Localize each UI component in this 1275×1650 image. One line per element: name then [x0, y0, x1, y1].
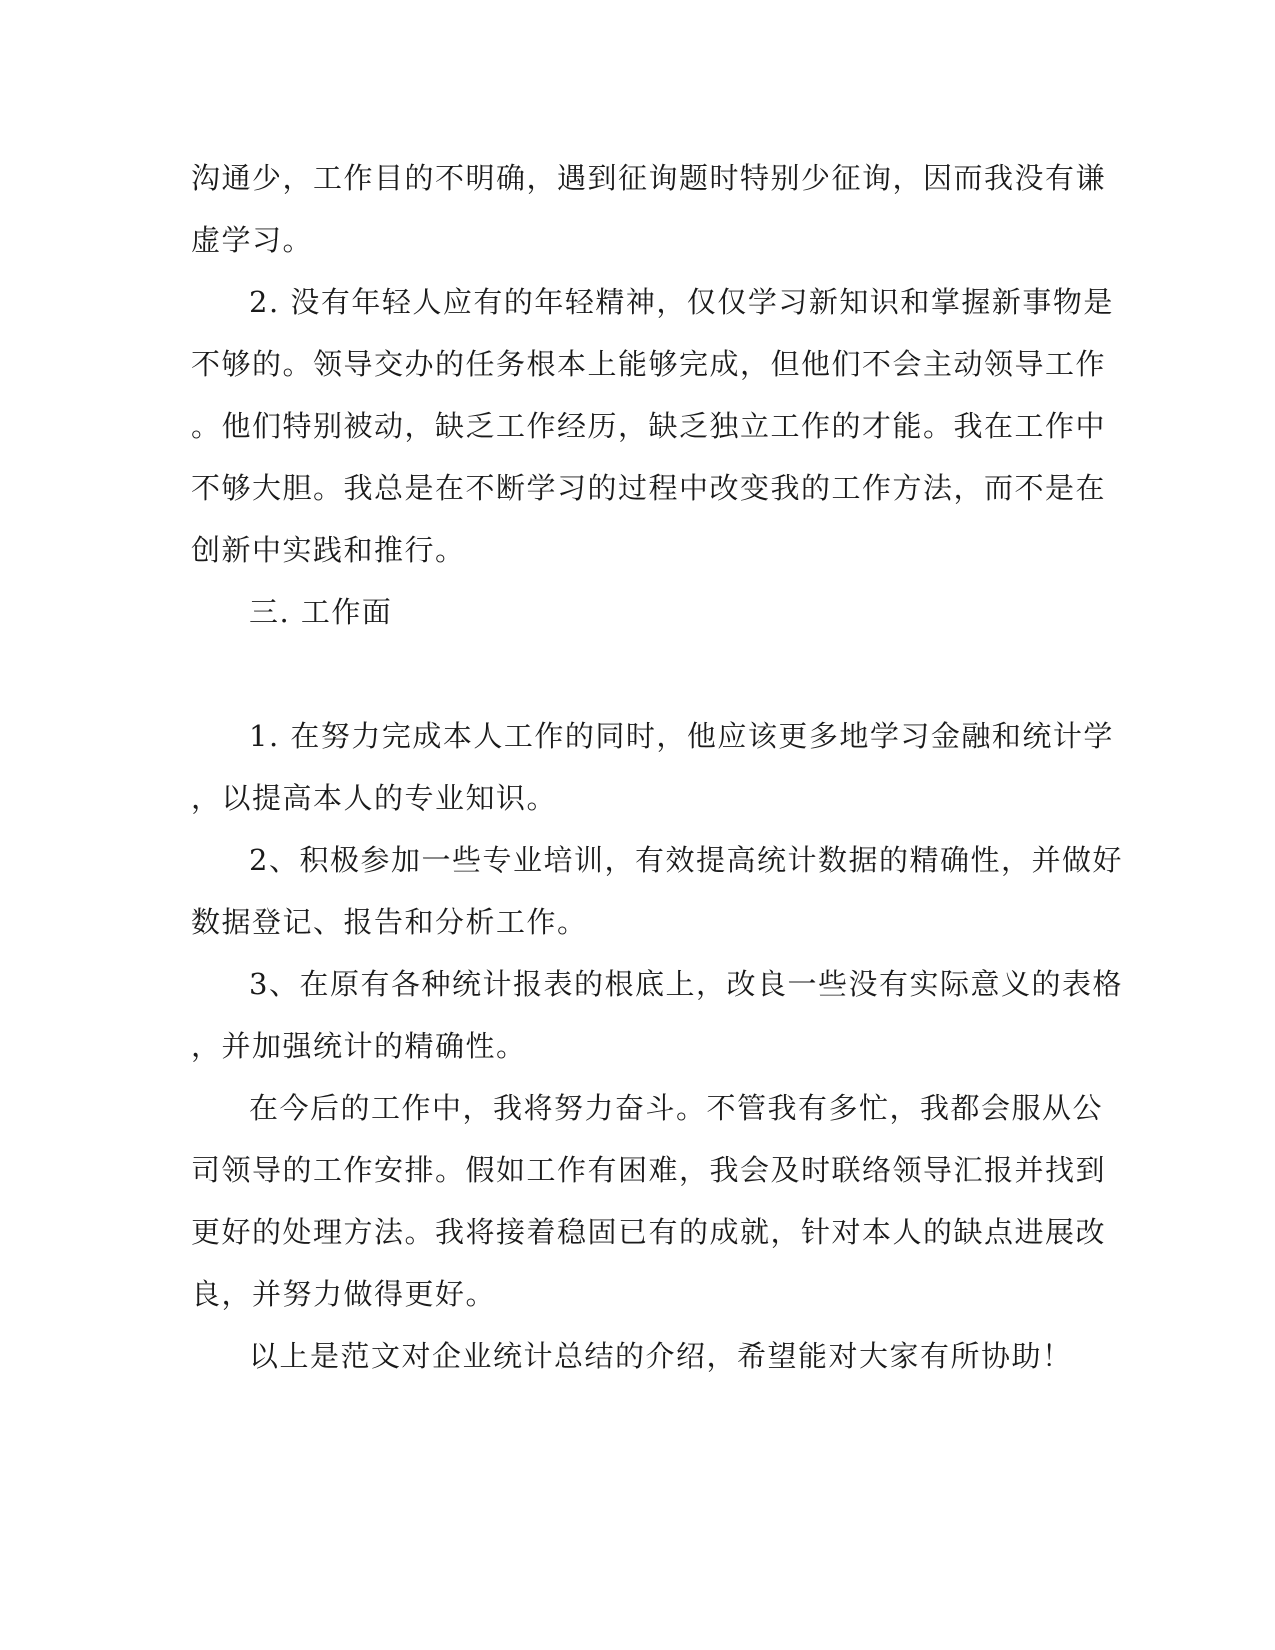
text-line: 更好的处理方法。我将接着稳固已有的成就，针对本人的缺点进展改 [191, 1215, 1107, 1249]
text-line: ，并加强统计的精确性。 [191, 1029, 527, 1063]
text-line: 虚学习。 [191, 223, 314, 257]
text-line: 在今后的工作中，我将努力奋斗。不管我有多忙，我都会服从公 [249, 1091, 1104, 1125]
text-line: 3、在原有各种统计报表的根底上，改良一些没有实际意义的表格 [249, 967, 1123, 1001]
text-line: 不够的。领导交办的任务根本上能够完成，但他们不会主动领导工作 [191, 347, 1107, 381]
text-line: 2. 没有年轻人应有的年轻精神，仅仅学习新知识和掌握新事物是 [249, 285, 1114, 319]
text-line: 创新中实践和推行。 [191, 533, 466, 567]
text-line: 不够大胆。我总是在不断学习的过程中改变我的工作方法，而不是在 [191, 471, 1107, 505]
text-line: 2、积极参加一些专业培训，有效提高统计数据的精确性，并做好 [249, 843, 1123, 877]
text-line: 以上是范文对企业统计总结的介绍，希望能对大家有所协助！ [249, 1339, 1073, 1373]
section-heading: 三. 工作面 [249, 595, 393, 629]
text-line: 数据登记、报告和分析工作。 [191, 905, 588, 939]
text-line: 。他们特别被动，缺乏工作经历，缺乏独立工作的才能。我在工作中 [191, 409, 1107, 443]
text-line: 良，并努力做得更好。 [191, 1277, 497, 1311]
text-line: 1. 在努力完成本人工作的同时，他应该更多地学习金融和统计学 [249, 719, 1114, 753]
text-line: 司领导的工作安排。假如工作有困难，我会及时联络领导汇报并找到 [191, 1153, 1107, 1187]
text-line: 沟通少，工作目的不明确，遇到征询题时特别少征询，因而我没有谦 [191, 161, 1107, 195]
text-line: ，以提高本人的专业知识。 [191, 781, 558, 815]
